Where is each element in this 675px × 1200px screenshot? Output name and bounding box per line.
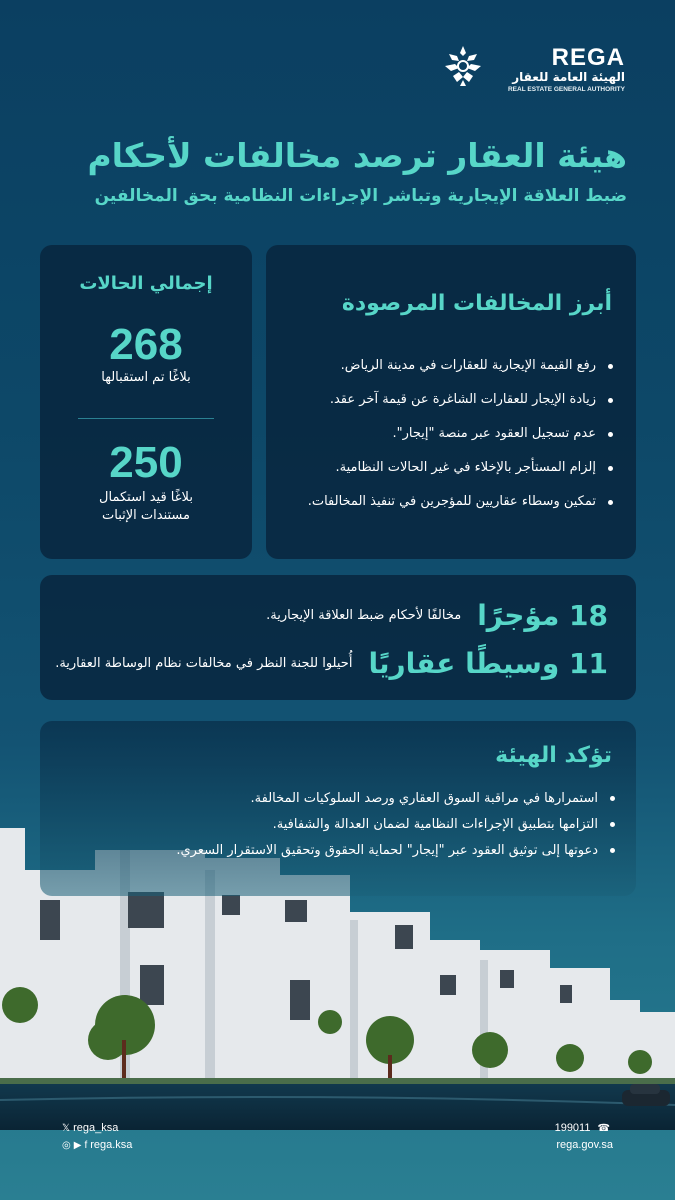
footer-phone-row[interactable] [555, 1120, 613, 1137]
stats-card [40, 245, 252, 559]
phone-icon: ☎ [597, 1123, 610, 1134]
x-handle: rega_ksa [73, 1122, 119, 1134]
list-item: تمكين وسطاء عقاريين للمؤجرين في تنفيذ المخالفات. [278, 491, 616, 525]
rega-logo-icon [443, 44, 483, 88]
footer-social [62, 1120, 132, 1154]
logo-subtitle: REAL ESTATE GENERAL AUTHORITY [507, 86, 625, 93]
logo-english: REGA [551, 44, 625, 71]
stat-value-pending: 250 [109, 438, 183, 487]
summary-brokers-count: 11 وسيطًا عقاريًا [368, 646, 608, 680]
confirm-heading: تؤكد الهيئة [495, 743, 612, 768]
youtube-icon: ▶ [73, 1140, 82, 1151]
list-item: دعوتها إلى توثيق العقود عبر "إيجار" لحماية الحقوق وتحقيق الاستقرار السعري. [54, 839, 618, 863]
stats-divider [78, 418, 214, 419]
stat-label-received: بلاغًا تم استقبالها [101, 370, 191, 385]
confirm-card [40, 721, 636, 896]
x-icon: 𝕏 [62, 1123, 71, 1134]
phone-number: 199011 [554, 1122, 591, 1134]
footer-website[interactable]: rega.gov.sa [556, 1139, 613, 1151]
page-subtitle: ضبط العلاقة الإيجارية وتباشر الإجراءات النظامية بحق المخالفين [94, 186, 627, 206]
page-title: هيئة العقار ترصد مخالفات لأحكام [87, 136, 627, 175]
facebook-icon: f [84, 1140, 88, 1151]
list-item: عدم تسجيل العقود عبر منصة "إيجار". [278, 423, 616, 457]
summary-landlords-text: مخالفًا لأحكام ضبط العلاقة الإيجارية. [266, 607, 462, 623]
violations-heading: أبرز المخالفات المرصودة [341, 291, 612, 316]
list-item: استمرارها في مراقبة السوق العقاري ورصد السلوكيات المخالفة. [54, 787, 618, 811]
list-item: زيادة الإيجار للعقارات الشاغرة عن قيمة آخر عقد. [278, 389, 616, 423]
summary-brokers-text: أُحيلوا للجنة النظر في مخالفات نظام الوساطة العقارية. [55, 655, 353, 671]
stat-value-received: 268 [109, 320, 183, 369]
violations-list [278, 355, 616, 525]
summary-row-landlords [56, 595, 608, 635]
rega-logo [425, 42, 625, 92]
footer-social-row[interactable] [62, 1137, 132, 1154]
instagram-icon: ◎ [62, 1140, 71, 1151]
summary-row-brokers [56, 643, 608, 683]
list-item: إلزام المستأجر بالإخلاء في غير الحالات النظامية. [278, 457, 616, 491]
stat-label-pending: بلاغًا قيد استكمال مستندات الإثبات [99, 490, 193, 523]
summary-card [40, 575, 636, 700]
summary-landlords-count: 18 مؤجرًا [477, 598, 608, 632]
list-item: رفع القيمة الإيجارية للعقارات في مدينة الرياض. [278, 355, 616, 389]
confirm-list [54, 787, 618, 865]
list-item: التزامها بتطبيق الإجراءات النظامية لضمان العدالة والشفافية. [54, 813, 618, 837]
social-handle: rega.ksa [90, 1139, 133, 1151]
logo-arabic: الهيئة العامة للعقار [512, 70, 625, 84]
stats-heading: إجمالي الحالات [79, 273, 213, 294]
footer-x-row[interactable] [62, 1120, 132, 1137]
violations-card [266, 245, 636, 559]
footer-contact [555, 1120, 613, 1154]
